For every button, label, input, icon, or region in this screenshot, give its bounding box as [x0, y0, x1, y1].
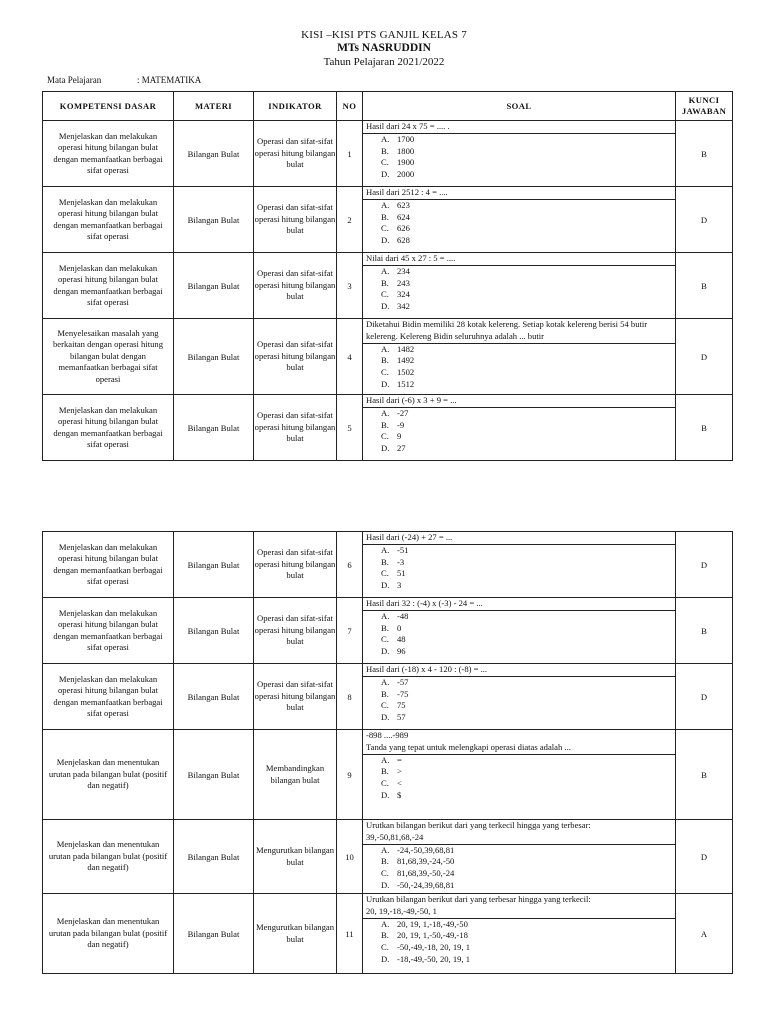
subject-value: : MATEMATIKA	[137, 75, 202, 85]
answer-option	[363, 235, 675, 247]
soal-cell	[363, 395, 676, 461]
table-row	[43, 253, 733, 319]
option-text: -48	[397, 610, 409, 621]
question-line: Urutkan bilangan berikut dari yang terbesar hingga yang terkecil:	[366, 894, 591, 904]
option-text: 1482	[397, 343, 415, 354]
option-letter: B.	[381, 856, 389, 867]
soal-cell	[363, 664, 676, 730]
kompetensi-dasar-cell: Menjelaskan dan menentukan urutan pada bilangan bulat (positif dan negatif)	[43, 820, 174, 894]
answer-option	[363, 646, 675, 658]
soal-cell	[363, 121, 676, 187]
question-text	[363, 598, 675, 611]
option-letter: C.	[381, 700, 389, 711]
option-text: 234	[397, 265, 410, 276]
option-text: =	[397, 754, 402, 765]
document-title: KISI –KISI PTS GANJIL KELAS 7	[301, 29, 467, 41]
answer-option	[363, 212, 675, 224]
option-letter: A.	[381, 610, 390, 621]
option-letter: A.	[381, 676, 390, 687]
question-line: Hasil dari 24 x 75 = .... .	[366, 121, 450, 131]
question-number-cell: 3	[337, 253, 363, 319]
option-text: 2000	[397, 169, 415, 180]
option-text: -50,-24,39,68,81	[397, 879, 455, 890]
question-text	[363, 664, 675, 677]
header-indikator: INDIKATOR	[254, 92, 337, 121]
question-text	[363, 121, 675, 134]
option-letter: C.	[381, 431, 389, 442]
option-text: 1492	[397, 355, 415, 366]
kompetensi-dasar-cell: Menjelaskan dan menentukan urutan pada bilangan bulat (positif dan negatif)	[43, 894, 174, 974]
answer-option	[363, 580, 675, 592]
soal-cell	[363, 187, 676, 253]
indikator-cell: Operasi dan sifat-sifat operasi hitung bilangan bulat	[254, 395, 337, 461]
table-row	[43, 730, 733, 820]
option-text: 342	[397, 301, 410, 312]
answer-option	[363, 790, 675, 802]
header-kunci-jawaban: KUNCI JAWABAN	[676, 92, 733, 121]
option-letter: D.	[381, 953, 390, 964]
answer-option	[363, 223, 675, 235]
question-line: Hasil dari (-24) + 27 = ...	[366, 532, 453, 542]
option-text: -57	[397, 676, 409, 687]
option-letter: A.	[381, 754, 390, 765]
question-line-2: 39,-50,81,68,-24	[366, 831, 424, 842]
option-text: -75	[397, 688, 409, 699]
soal-cell	[363, 820, 676, 894]
option-letter: C.	[381, 367, 389, 378]
option-letter: B.	[381, 688, 389, 699]
question-line: Hasil dari 2512 : 4 = ....	[366, 187, 448, 197]
option-text: >	[397, 766, 402, 777]
materi-cell: Bilangan Bulat	[174, 395, 254, 461]
table-row	[43, 187, 733, 253]
answer-option	[363, 880, 675, 892]
option-text: -18,-49,-50, 20, 19, 1	[397, 953, 471, 964]
option-letter: A.	[381, 844, 390, 855]
option-letter: B.	[381, 277, 389, 288]
option-text: 96	[397, 646, 406, 657]
subject-label: Mata Pelajaran	[47, 75, 102, 85]
answer-option	[363, 266, 675, 278]
question-text	[363, 894, 675, 919]
indikator-cell: Operasi dan sifat-sifat operasi hitung bilangan bulat	[254, 187, 337, 253]
option-letter: C.	[381, 157, 389, 168]
table-row	[43, 598, 733, 664]
option-letter: A.	[381, 199, 390, 210]
kompetensi-dasar-cell: Menjelaskan dan melakukan operasi hitung bilangan bulat dengan memanfaatkan berbagai sifat operasi	[43, 598, 174, 664]
answer-option	[363, 954, 675, 966]
option-text: 27	[397, 443, 406, 454]
materi-cell: Bilangan Bulat	[174, 532, 254, 598]
table-row	[43, 664, 733, 730]
option-text: 1900	[397, 157, 415, 168]
answer-option	[363, 146, 675, 158]
option-text: -50,-49,-18, 20, 19, 1	[397, 942, 471, 953]
kisi-table-part-2	[42, 531, 733, 974]
option-letter: C.	[381, 634, 389, 645]
option-text: <	[397, 778, 402, 789]
answer-key-cell: A	[676, 894, 733, 974]
option-letter: A.	[381, 133, 390, 144]
option-letter: B.	[381, 766, 389, 777]
option-text: -51	[397, 544, 409, 555]
question-text	[363, 253, 675, 266]
question-line: -898 ....-989	[366, 730, 409, 740]
question-number-cell: 1	[337, 121, 363, 187]
answer-option	[363, 689, 675, 701]
table-row	[43, 894, 733, 974]
answer-option	[363, 278, 675, 290]
indikator-cell: Operasi dan sifat-sifat operasi hitung bilangan bulat	[254, 532, 337, 598]
answer-key-cell: D	[676, 319, 733, 395]
option-letter: A.	[381, 407, 390, 418]
option-letter: C.	[381, 868, 389, 879]
materi-cell: Bilangan Bulat	[174, 319, 254, 395]
answer-option	[363, 289, 675, 301]
question-text	[363, 187, 675, 200]
option-letter: C.	[381, 289, 389, 300]
indikator-cell: Operasi dan sifat-sifat operasi hitung bilangan bulat	[254, 121, 337, 187]
question-number-cell: 5	[337, 395, 363, 461]
answer-option	[363, 766, 675, 778]
materi-cell: Bilangan Bulat	[174, 187, 254, 253]
question-line: Hasil dari 32 : (-4) x (-3) - 24 = ...	[366, 598, 483, 608]
indikator-cell: Mengurutkan bilangan bulat	[254, 894, 337, 974]
answer-option	[363, 169, 675, 181]
answer-option	[363, 134, 675, 146]
table-row	[43, 121, 733, 187]
answer-option	[363, 568, 675, 580]
question-line: Hasil dari (-6) x 3 + 9 = ...	[366, 395, 457, 405]
question-line-2: 20, 19,-18,-49,-50, 1	[366, 905, 437, 916]
option-letter: A.	[381, 918, 390, 929]
answer-option	[363, 557, 675, 569]
indikator-cell: Membandingkan bilangan bulat	[254, 730, 337, 820]
option-letter: D.	[381, 879, 390, 890]
soal-cell	[363, 532, 676, 598]
option-text: 9	[397, 431, 402, 442]
materi-cell: Bilangan Bulat	[174, 820, 254, 894]
kompetensi-dasar-cell: Menjelaskan dan melakukan operasi hitung bilangan bulat dengan memanfaatkan berbagai sifat operasi	[43, 253, 174, 319]
answer-option	[363, 677, 675, 689]
option-letter: B.	[381, 145, 389, 156]
answer-key-cell: D	[676, 664, 733, 730]
option-text: -27	[397, 407, 409, 418]
question-line: Urutkan bilangan berikut dari yang terkecil hingga yang terbesar:	[366, 820, 591, 830]
option-letter: C.	[381, 942, 389, 953]
question-number-cell: 10	[337, 820, 363, 894]
table-row	[43, 319, 733, 395]
question-text	[363, 532, 675, 545]
header-kompetensi-dasar: KOMPETENSI DASAR	[43, 92, 174, 121]
header-soal: SOAL	[363, 92, 676, 121]
answer-key-cell: B	[676, 395, 733, 461]
soal-cell	[363, 319, 676, 395]
option-letter: B.	[381, 556, 389, 567]
answer-key-cell: B	[676, 253, 733, 319]
indikator-cell: Mengurutkan bilangan bulat	[254, 820, 337, 894]
option-text: -24,-50,39,68,81	[397, 844, 455, 855]
option-text: 20, 19, 1,-18,-49,-50	[397, 918, 468, 929]
indikator-cell: Operasi dan sifat-sifat operasi hitung bilangan bulat	[254, 664, 337, 730]
table-row	[43, 820, 733, 894]
option-text: 81,68,39,-50,-24	[397, 868, 455, 879]
answer-option	[363, 845, 675, 857]
answer-key-cell: D	[676, 532, 733, 598]
answer-option	[363, 755, 675, 767]
answer-option	[363, 408, 675, 420]
option-letter: D.	[381, 301, 390, 312]
answer-option	[363, 379, 675, 391]
option-text: 626	[397, 223, 410, 234]
option-letter: A.	[381, 343, 390, 354]
option-letter: D.	[381, 235, 390, 246]
answer-key-cell: B	[676, 121, 733, 187]
option-letter: D.	[381, 169, 390, 180]
answer-key-cell: D	[676, 820, 733, 894]
option-letter: D.	[381, 580, 390, 591]
answer-option	[363, 712, 675, 724]
academic-year: Tahun Pelajaran 2021/2022	[323, 56, 445, 68]
question-number-cell: 4	[337, 319, 363, 395]
answer-option	[363, 868, 675, 880]
option-text: 1800	[397, 145, 415, 156]
option-letter: B.	[381, 622, 389, 633]
answer-option	[363, 856, 675, 868]
question-text	[363, 820, 675, 845]
option-letter: D.	[381, 712, 390, 723]
answer-option	[363, 700, 675, 712]
answer-option	[363, 301, 675, 313]
answer-option	[363, 443, 675, 455]
question-number-cell: 9	[337, 730, 363, 820]
indikator-cell: Operasi dan sifat-sifat operasi hitung bilangan bulat	[254, 598, 337, 664]
table-row	[43, 532, 733, 598]
option-text: 1512	[397, 378, 415, 389]
kisi-table-part-1	[42, 91, 733, 461]
option-text: 624	[397, 211, 410, 222]
option-text: 81,68,39,-24,-50	[397, 856, 455, 867]
soal-cell	[363, 730, 676, 820]
answer-option	[363, 157, 675, 169]
question-line: Hasil dari (-18) x 4 - 120 : (-8) = ...	[366, 664, 488, 674]
option-letter: A.	[381, 265, 390, 276]
option-text: 1502	[397, 367, 415, 378]
option-letter: A.	[381, 544, 390, 555]
option-letter: D.	[381, 378, 390, 389]
answer-option	[363, 942, 675, 954]
option-letter: D.	[381, 789, 390, 800]
option-letter: B.	[381, 419, 389, 430]
option-text: 0	[397, 622, 402, 633]
kompetensi-dasar-cell: Menjelaskan dan melakukan operasi hitung bilangan bulat dengan memanfaatkan berbagai sifat operasi	[43, 532, 174, 598]
option-text: 3	[397, 580, 402, 591]
option-text: $	[397, 789, 402, 800]
answer-option	[363, 634, 675, 646]
answer-key-cell: B	[676, 598, 733, 664]
answer-option	[363, 200, 675, 212]
option-text: 628	[397, 235, 410, 246]
kompetensi-dasar-cell: Menjelaskan dan melakukan operasi hitung bilangan bulat dengan memanfaatkan berbagai sifat operasi	[43, 187, 174, 253]
option-letter: D.	[381, 646, 390, 657]
option-letter: D.	[381, 443, 390, 454]
option-text: 51	[397, 568, 406, 579]
option-text: 324	[397, 289, 410, 300]
indikator-cell: Operasi dan sifat-sifat operasi hitung bilangan bulat	[254, 319, 337, 395]
answer-option	[363, 355, 675, 367]
kompetensi-dasar-cell: Menjelaskan dan melakukan operasi hitung bilangan bulat dengan memanfaatkan berbagai sifat operasi	[43, 121, 174, 187]
question-line: Diketahui Bidin memiliki 28 kotak kelereng. Setiap kotak kelereng berisi 54 butir kelereng. Kelereng Bidin seluruhnya adalah ... butir	[366, 319, 648, 341]
answer-option	[363, 919, 675, 931]
kompetensi-dasar-cell: Menjelaskan dan melakukan operasi hitung bilangan bulat dengan memanfaatkan berbagai sifat operasi	[43, 664, 174, 730]
materi-cell: Bilangan Bulat	[174, 253, 254, 319]
soal-cell	[363, 253, 676, 319]
option-text: 243	[397, 277, 410, 288]
header-materi: MATERI	[174, 92, 254, 121]
materi-cell: Bilangan Bulat	[174, 664, 254, 730]
option-text: 75	[397, 700, 406, 711]
answer-key-cell: B	[676, 730, 733, 820]
table-row	[43, 395, 733, 461]
answer-option	[363, 367, 675, 379]
option-letter: B.	[381, 930, 389, 941]
option-text: 20, 19, 1,-50,-49,-18	[397, 930, 468, 941]
answer-option	[363, 431, 675, 443]
table-header-row	[43, 92, 733, 121]
indikator-cell: Operasi dan sifat-sifat operasi hitung bilangan bulat	[254, 253, 337, 319]
option-letter: C.	[381, 568, 389, 579]
answer-option	[363, 611, 675, 623]
answer-option	[363, 623, 675, 635]
question-number-cell: 7	[337, 598, 363, 664]
materi-cell: Bilangan Bulat	[174, 121, 254, 187]
materi-cell: Bilangan Bulat	[174, 730, 254, 820]
option-text: 57	[397, 712, 406, 723]
question-text	[363, 395, 675, 408]
option-letter: C.	[381, 778, 389, 789]
question-number-cell: 11	[337, 894, 363, 974]
materi-cell: Bilangan Bulat	[174, 598, 254, 664]
answer-option	[363, 930, 675, 942]
option-text: 623	[397, 199, 410, 210]
option-text: -3	[397, 556, 405, 567]
header-no: NO	[337, 92, 363, 121]
question-text	[363, 319, 675, 344]
option-letter: B.	[381, 355, 389, 366]
option-text: 1700	[397, 133, 415, 144]
soal-cell	[363, 894, 676, 974]
question-line: Nilai dari 45 x 27 : 5 = ....	[366, 253, 456, 263]
question-text	[363, 730, 675, 755]
kompetensi-dasar-cell: Menjelaskan dan menentukan urutan pada bilangan bulat (positif dan negatif)	[43, 730, 174, 820]
question-number-cell: 8	[337, 664, 363, 730]
answer-option	[363, 778, 675, 790]
materi-cell: Bilangan Bulat	[174, 894, 254, 974]
school-name: MTs NASRUDDIN	[337, 42, 431, 54]
answer-option	[363, 545, 675, 557]
option-letter: B.	[381, 211, 389, 222]
kompetensi-dasar-cell: Menyelesaikan masalah yang berkaitan dengan operasi hitung bilangan bulat dengan memanfaatkan berbagai sifat operasi	[43, 319, 174, 395]
option-text: -9	[397, 419, 405, 430]
question-number-cell: 6	[337, 532, 363, 598]
answer-option	[363, 420, 675, 432]
question-line-2: Tanda yang tepat untuk melengkapi operasi diatas adalah ...	[366, 741, 571, 752]
answer-key-cell: D	[676, 187, 733, 253]
soal-cell	[363, 598, 676, 664]
subject-line	[47, 75, 202, 85]
option-text: 48	[397, 634, 406, 645]
option-letter: C.	[381, 223, 389, 234]
question-number-cell: 2	[337, 187, 363, 253]
answer-option	[363, 344, 675, 356]
kompetensi-dasar-cell: Menjelaskan dan melakukan operasi hitung bilangan bulat dengan memanfaatkan berbagai sifat operasi	[43, 395, 174, 461]
